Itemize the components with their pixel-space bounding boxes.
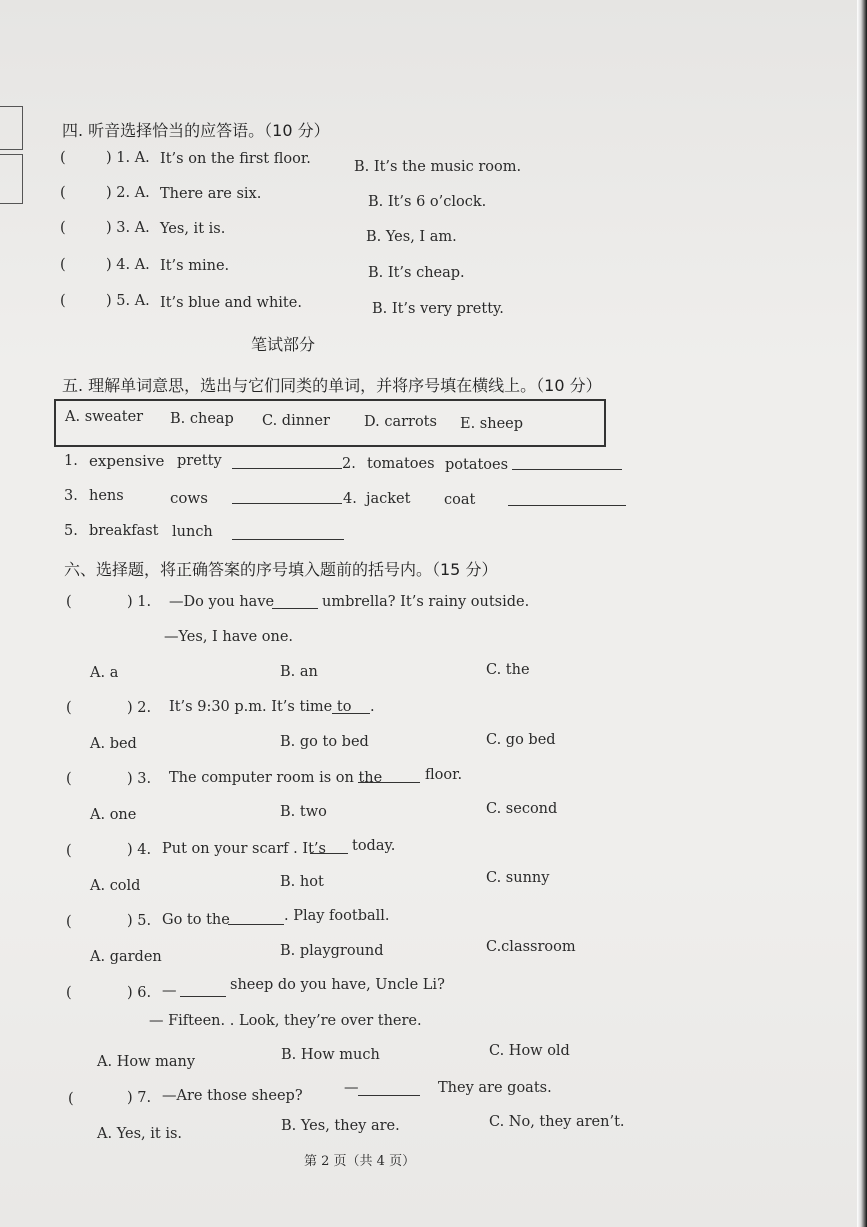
word-option-a: A. sweater — [65, 409, 144, 425]
question-number: 4. — [343, 491, 357, 507]
option-a: A. How many — [97, 1054, 196, 1070]
option-a: It’s mine. — [160, 258, 230, 274]
question-text: —Do you have — [169, 594, 275, 610]
question-number: ) 3. — [127, 771, 152, 787]
question-number: ) 1. A. — [106, 150, 150, 166]
option-c: C.classroom — [486, 939, 576, 955]
answer-paren: ( — [60, 185, 66, 201]
option-a: There are six. — [160, 186, 262, 202]
option-a: A. a — [90, 665, 119, 681]
answer-paren: ( — [66, 594, 72, 610]
question-text: The computer room is on the — [169, 770, 383, 786]
question-text: . — [370, 699, 375, 715]
answer-blank — [232, 468, 342, 469]
question-number: 5. — [64, 523, 78, 539]
answer-blank — [332, 713, 370, 714]
question-number: ) 4. — [127, 842, 152, 858]
option-c: C. the — [486, 662, 530, 678]
question-number: ) 1. — [127, 594, 152, 610]
answer-paren: ( — [60, 220, 66, 236]
question-text: Go to the — [162, 912, 230, 928]
option-a: A. cold — [90, 878, 141, 894]
question-number: ) 4. A. — [106, 257, 150, 273]
question-text: Put on your scarf . It’s — [162, 841, 326, 857]
answer-blank — [512, 469, 622, 470]
question-number: ) 2. — [127, 700, 152, 716]
question-number: ) 6. — [127, 985, 152, 1001]
answer-blank — [310, 853, 348, 854]
question-reply: They are goats. — [438, 1080, 552, 1096]
option-a: Yes, it is. — [160, 221, 226, 237]
section6-title: 六、选择题，将正确答案的序号填入题前的括号内。（15 分） — [64, 560, 498, 579]
option-b: B. It’s 6 o’clock. — [368, 194, 487, 210]
written-part-heading: 笔试部分 — [251, 335, 316, 354]
option-a: A. one — [90, 807, 137, 823]
option-a: A. bed — [90, 736, 137, 752]
section5-title: 五. 理解单词意思，选出与它们同类的单词，并将序号填在横线上。（10 分） — [62, 376, 602, 395]
answer-paren: ( — [66, 914, 72, 930]
word: expensive — [89, 452, 165, 470]
answer-paren: ( — [66, 700, 72, 716]
answer-paren: ( — [66, 771, 72, 787]
option-c: C. go bed — [486, 732, 556, 748]
question-number: ) 5. A. — [106, 293, 150, 309]
answer-paren: ( — [66, 843, 72, 859]
answer-paren: ( — [60, 293, 66, 309]
answer-paren: ( — [66, 985, 72, 1001]
page-footer: 第 2 页（共 4 页） — [304, 1154, 416, 1169]
question-reply: — — [344, 1080, 359, 1096]
section4-title: 四. 听音选择恰当的应答语。（10 分） — [62, 121, 330, 140]
question-reply: —Yes, I have one. — [164, 629, 294, 645]
question-text: umbrella? It’s rainy outside. — [322, 594, 530, 610]
word-option-d: D. carrots — [364, 414, 437, 430]
question-text: —Are those sheep? — [162, 1088, 303, 1104]
word: pretty — [177, 453, 222, 469]
option-a: A. garden — [90, 949, 162, 965]
option-c: C. How old — [489, 1043, 570, 1059]
answer-blank — [508, 505, 626, 506]
question-number: ) 2. A. — [106, 185, 150, 201]
question-number: ) 7. — [127, 1090, 152, 1106]
answer-blank — [358, 1095, 420, 1096]
question-text: . Play football. — [284, 908, 390, 924]
question-number: 2. — [342, 456, 356, 472]
question-reply: — Fifteen. . Look, they’re over there. — [149, 1013, 422, 1029]
option-b: B. two — [280, 804, 327, 820]
word-option-b: B. cheap — [170, 411, 234, 427]
word: hens — [89, 488, 124, 504]
answer-blank — [232, 539, 344, 540]
score-box-bottom — [0, 154, 23, 204]
option-a: It’s on the first floor. — [160, 151, 311, 167]
option-b: B. playground — [280, 943, 384, 959]
question-text: — — [162, 983, 177, 999]
option-b: B. Yes, they are. — [281, 1118, 400, 1134]
word: jacket — [366, 491, 411, 507]
option-c: C. sunny — [486, 870, 550, 886]
question-number: ) 5. — [127, 913, 152, 929]
answer-paren: ( — [68, 1091, 74, 1107]
option-a: It’s blue and white. — [160, 295, 302, 311]
word: tomatoes — [367, 456, 435, 472]
score-box-top — [0, 106, 23, 150]
question-text: It’s 9:30 p.m. It’s time to — [169, 699, 352, 715]
word: lunch — [172, 524, 213, 540]
word-option-e: E. sheep — [460, 416, 524, 432]
answer-blank — [180, 996, 226, 997]
answer-blank — [358, 782, 420, 783]
option-a: A. Yes, it is. — [97, 1126, 183, 1142]
question-text: today. — [352, 838, 396, 854]
word: cows — [170, 489, 208, 507]
answer-paren: ( — [60, 257, 66, 273]
question-text: sheep do you have, Uncle Li? — [230, 977, 445, 993]
option-b: B. It’s the music room. — [354, 159, 522, 175]
question-number: ) 3. A. — [106, 220, 150, 236]
option-b: B. hot — [280, 874, 324, 890]
option-b: B. It’s cheap. — [368, 265, 465, 281]
question-number: 3. — [64, 488, 78, 504]
question-text: floor. — [425, 767, 463, 783]
option-b: B. How much — [281, 1047, 380, 1063]
answer-blank — [228, 924, 284, 925]
question-number: 1. — [64, 453, 78, 469]
option-b: B. It’s very pretty. — [372, 301, 504, 317]
option-b: B. Yes, I am. — [366, 229, 457, 245]
option-c: C. second — [486, 801, 558, 817]
word: coat — [444, 492, 476, 508]
answer-paren: ( — [60, 150, 66, 166]
answer-blank — [272, 608, 318, 609]
option-b: B. go to bed — [280, 734, 369, 750]
word: breakfast — [89, 523, 159, 539]
page-edge-shadow — [857, 0, 867, 1227]
option-b: B. an — [280, 664, 318, 680]
word-option-c: C. dinner — [262, 413, 330, 429]
answer-blank — [232, 503, 342, 504]
option-c: C. No, they aren’t. — [489, 1114, 625, 1130]
word: potatoes — [445, 457, 509, 473]
